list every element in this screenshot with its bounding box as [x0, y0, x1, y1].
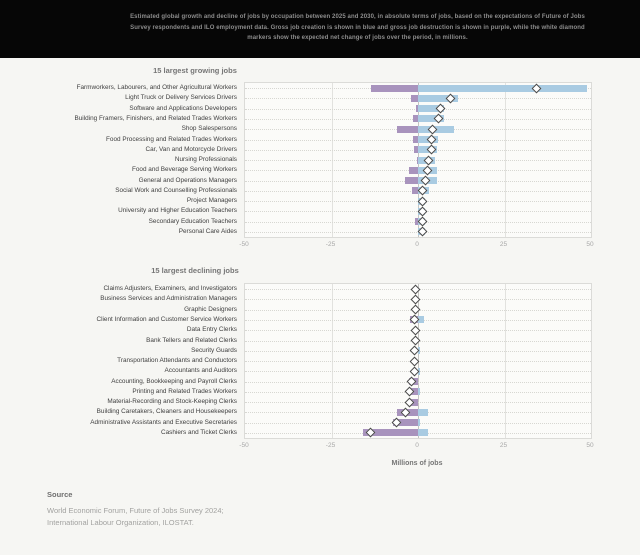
category-label: Business Services and Administration Managers [100, 295, 237, 303]
growth-bar [418, 85, 587, 92]
net-change-diamond-marker [411, 284, 421, 294]
category-label: Personal Care Aides [178, 227, 237, 235]
category-label: Building Caretakers, Cleaners and Housekeepers [96, 408, 237, 416]
x-axis-tick-label: -25 [325, 442, 336, 449]
category-label: Light Truck or Delivery Services Drivers [125, 94, 237, 102]
category-label: Car, Van and Motorcycle Drivers [145, 145, 237, 153]
declining-plot-panel [244, 283, 592, 439]
category-label: Nursing Professionals [174, 156, 237, 163]
net-change-diamond-marker [411, 294, 421, 304]
x-axis-tick-label: 0 [415, 442, 419, 449]
source-heading: Source [47, 490, 73, 499]
x-axis-tick-label: 50 [586, 442, 594, 449]
decline-bar [405, 177, 418, 184]
decline-bar [411, 95, 418, 102]
x-axis-label: Millions of jobs [391, 460, 443, 467]
category-label: Building Framers, Finishers, and Related Trades Workers [74, 114, 237, 122]
declining-jobs-chart [0, 266, 640, 476]
x-axis-tick-label: 0 [415, 241, 419, 248]
declining-chart-title: 15 largest declining jobs [151, 266, 239, 275]
source-line: World Economic Forum, Future of Jobs Survey 2024; [47, 506, 224, 515]
decline-bar [397, 126, 418, 133]
header-banner [0, 0, 640, 58]
declining-x-axis-ticks [239, 442, 594, 452]
x-axis-tick-label: -25 [325, 241, 336, 248]
category-label: Project Managers [186, 197, 237, 205]
figure-caption: Estimated global growth and decline of jobs by occupation between 2025 and 2030, in absolute terms of jobs, based on the expectations of Future of Jobs Survey respondents and ILO employment data. Gross job creation is shown in blue and gross job destruction is shown in purple, while the white diamond markers show the expected net change of jobs over the period, in millions. [130, 14, 585, 41]
decline-bar [371, 85, 418, 92]
source-block [47, 490, 224, 528]
growth-bar [418, 429, 428, 436]
category-label: Data Entry Clerks [186, 326, 237, 334]
category-label: Client Information and Customer Service Workers [96, 315, 237, 323]
x-axis-tick-label: 25 [499, 241, 508, 248]
row-guide-line [245, 382, 591, 383]
category-label: Social Work and Counselling Professionals [115, 186, 237, 194]
growing-jobs-chart [0, 66, 640, 256]
category-label: Shop Salespersons [181, 125, 237, 133]
declining-category-labels [20, 284, 237, 438]
category-label: Farmworkers, Labourers, and Other Agricultural Workers [76, 84, 237, 92]
category-label: Accountants and Auditors [164, 367, 237, 375]
category-label: General and Operations Managers [138, 176, 237, 184]
category-label: Printing and Related Trades Workers [132, 387, 237, 395]
category-label: Cashiers and Ticket Clerks [160, 428, 237, 436]
row-guide-line [245, 402, 591, 403]
growing-category-labels [20, 83, 237, 237]
category-label: Software and Applications Developers [129, 104, 237, 112]
net-change-diamond-marker [411, 305, 421, 315]
category-label: University and Higher Education Teachers [118, 207, 237, 215]
category-label: Secondary Education Teachers [148, 217, 237, 225]
growing-chart-title: 15 largest growing jobs [153, 66, 237, 75]
category-label: Food and Beverage Serving Workers [131, 166, 237, 174]
x-axis-tick-label: -50 [239, 442, 249, 449]
growth-bar [418, 388, 420, 395]
growth-bar [418, 419, 420, 426]
category-label: Bank Tellers and Related Clerks [146, 336, 237, 344]
category-label: Material-Recording and Stock-Keeping Clerks [107, 398, 237, 406]
category-label: Claims Adjusters, Examiners, and Investigators [103, 285, 237, 293]
x-axis-tick-label: 50 [586, 241, 594, 248]
growing-x-axis-ticks [239, 241, 594, 251]
decline-bar [409, 167, 418, 174]
category-label: Accounting, Bookkeeping and Payroll Clerks [111, 377, 237, 385]
x-axis-tick-label: 25 [499, 442, 508, 449]
category-label: Graphic Designers [184, 305, 237, 313]
growing-plot-panel [244, 82, 592, 238]
category-label: Food Processing and Related Trades Workers [106, 135, 237, 143]
x-axis-tick-label: -50 [239, 241, 249, 248]
category-label: Security Guards [191, 346, 237, 354]
growth-bar [418, 409, 428, 416]
category-label: Transportation Attendants and Conductors [117, 357, 237, 364]
source-line: International Labour Organization, ILOSTAT. [47, 517, 194, 527]
category-label: Administrative Assistants and Executive Secretaries [90, 418, 237, 426]
